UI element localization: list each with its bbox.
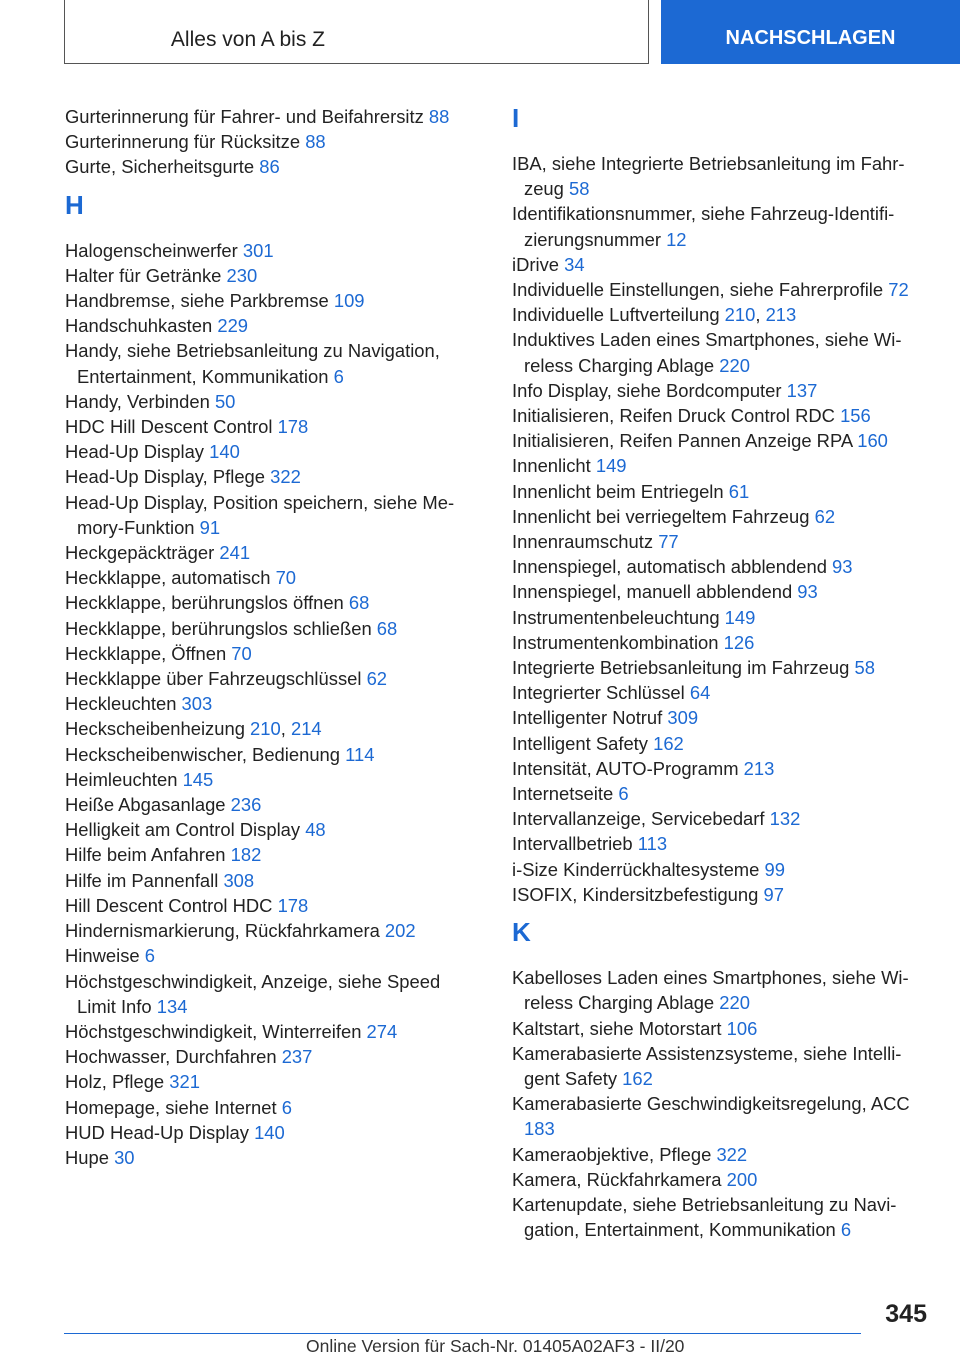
page-link[interactable]: 183 xyxy=(524,1118,555,1140)
index-entry xyxy=(65,439,475,464)
index-entry-term: Individuelle Einstellungen, siehe Fahrerprofile xyxy=(512,279,889,301)
page-link[interactable]: 182 xyxy=(230,844,262,866)
page-link[interactable]: 68 xyxy=(348,592,370,614)
page-link[interactable]: 156 xyxy=(840,405,871,427)
index-entry-term: Integrierte Betriebsanleitung im Fahrzeug xyxy=(512,657,855,679)
page-link[interactable]: 210 xyxy=(250,718,281,740)
page-link[interactable]: 77 xyxy=(658,531,679,553)
index-entry xyxy=(65,464,475,489)
page-link[interactable]: 88 xyxy=(428,106,450,127)
page-link[interactable]: 6 xyxy=(840,1219,852,1241)
index-entry-term: Hochwasser, Durchfahren xyxy=(65,1046,282,1068)
page-link[interactable]: 241 xyxy=(219,542,251,564)
index-entry-term: HDC Hill Descent Control xyxy=(65,416,278,438)
header-section-box xyxy=(64,0,649,64)
page-number: 345 xyxy=(885,1300,927,1328)
index-entry-term: Handbremse, siehe Parkbremse xyxy=(65,290,334,312)
index-entry-term: Hilfe beim Anfahren xyxy=(65,844,231,866)
index-entry-term: Initialisieren, Reifen Druck Control RDC xyxy=(512,405,841,427)
page-link[interactable]: 178 xyxy=(277,416,309,438)
index-entry xyxy=(65,842,475,867)
index-entry xyxy=(65,893,475,918)
page-link[interactable]: 97 xyxy=(763,883,784,905)
page-link[interactable]: 30 xyxy=(114,1146,135,1168)
index-entry xyxy=(65,1095,475,1120)
index-entry xyxy=(65,414,475,439)
index-entry xyxy=(65,129,475,154)
page-link[interactable]: 145 xyxy=(182,768,214,790)
index-entry xyxy=(512,428,932,453)
page-link[interactable]: 162 xyxy=(622,1067,653,1089)
page-link[interactable]: 134 xyxy=(156,995,188,1017)
index-entry xyxy=(512,1091,932,1141)
header-section-title: Alles von A bis Z xyxy=(170,28,325,51)
index-entry-term: Hilfe im Pannenfall xyxy=(65,869,224,891)
page-link[interactable]: 140 xyxy=(209,441,240,463)
index-entry xyxy=(512,554,932,579)
index-entry-term: Hupe xyxy=(65,1146,115,1168)
page-link[interactable]: 178 xyxy=(277,894,309,916)
index-entry-term: Head-Up Display, Pflege xyxy=(65,466,271,488)
index-entry-term: Heckklappe über Fahrzeugschlüssel xyxy=(65,668,367,690)
index-entry-term: Instrumentenbeleuchtung xyxy=(512,606,725,628)
page-link[interactable]: 48 xyxy=(305,819,326,841)
index-entry xyxy=(512,151,932,201)
index-entry-term: i-Size Kinderrückhaltesysteme xyxy=(512,858,765,880)
page-link[interactable]: 237 xyxy=(281,1046,313,1068)
index-entry-term: Intelligent Safety xyxy=(512,732,654,754)
index-entry xyxy=(65,1069,475,1094)
index-entry-term: Heiße Abgasanlage xyxy=(65,794,231,816)
index-entry xyxy=(512,479,932,504)
page-link[interactable]: 220 xyxy=(719,354,750,376)
index-entry-term: Info Display, siehe Bordcomputer xyxy=(512,379,787,401)
index-entry-term: Handy, Verbinden xyxy=(65,390,215,412)
page-link[interactable]: 6 xyxy=(333,365,344,387)
index-letter-heading: H xyxy=(65,189,84,220)
page-link[interactable]: 322 xyxy=(716,1143,748,1165)
page-link[interactable]: 149 xyxy=(595,455,627,477)
page-link[interactable]: 236 xyxy=(230,794,262,816)
page-link[interactable]: 58 xyxy=(854,657,875,679)
index-entry xyxy=(512,965,932,1015)
index-entry-term: Höchstgeschwindigkeit, Winterreifen xyxy=(65,1020,367,1042)
index-entry xyxy=(512,1192,932,1242)
index-entry xyxy=(512,277,932,302)
page-link[interactable]: 113 xyxy=(637,833,668,855)
index-entry xyxy=(65,691,475,716)
footer-divider xyxy=(64,1333,861,1334)
index-entry xyxy=(512,579,932,604)
index-entry xyxy=(512,756,932,781)
index-entry xyxy=(512,327,932,377)
index-entry-term: Identifikationsnummer, siehe Fahrzeug-Identifi‐zierungsnummer xyxy=(512,203,895,250)
page-link[interactable]: 106 xyxy=(726,1017,758,1039)
page-link[interactable]: 34 xyxy=(564,253,585,275)
page-link[interactable]: 321 xyxy=(169,1071,200,1093)
index-column-right xyxy=(512,104,932,1242)
index-entry-term: Kamerabasierte Geschwindigkeitsregelung, ACC xyxy=(512,1093,910,1115)
index-entry xyxy=(512,731,932,756)
index-entry-term: Heckleuchten xyxy=(65,693,182,715)
index-entry xyxy=(512,655,932,680)
index-entry-term: Intensität, AUTO-Programm xyxy=(512,757,744,779)
page-link[interactable]: 213 xyxy=(765,304,797,326)
index-entry-term: Kartenupdate, siehe Betriebsanleitung zu Navi‐gation, Entertainment, Kommunikation xyxy=(512,1193,897,1241)
index-entry-term: Kaltstart, siehe Motorstart xyxy=(512,1017,727,1039)
footer-online-version: Online Version für Sach-Nr. 01405A02AF3 - II/20 xyxy=(306,1336,685,1356)
page-link[interactable]: 140 xyxy=(254,1121,285,1143)
page-link[interactable]: 132 xyxy=(769,808,801,830)
index-entry-term: IBA, siehe Integrierte Betriebsanleitung im Fahr‐zeug xyxy=(512,153,905,200)
index-entry-term: Head-Up Display xyxy=(65,441,210,463)
page-link[interactable]: 202 xyxy=(384,920,416,942)
index-entry xyxy=(65,767,475,792)
page-link[interactable]: 62 xyxy=(814,505,836,527)
index-entry-term: Heimleuchten xyxy=(65,768,183,790)
header-chapter-tab[interactable] xyxy=(661,0,960,64)
index-entry-term: Gurterinnerung für Fahrer- und Beifahrersitz xyxy=(65,106,429,127)
page-link[interactable]: 301 xyxy=(242,239,274,261)
page-link[interactable]: 137 xyxy=(786,379,818,401)
index-entry-term: Heckklappe, Öffnen xyxy=(65,642,232,664)
page-link[interactable]: 214 xyxy=(290,718,322,740)
page-link[interactable]: 210 xyxy=(724,304,756,326)
index-entry xyxy=(65,590,475,615)
index-entry xyxy=(65,969,475,1019)
index-entry xyxy=(65,490,475,540)
index-entry-term: ISOFIX, Kindersitzbefestigung xyxy=(512,883,764,905)
index-entry-term: Heckklappe, berührungslos schließen xyxy=(65,617,377,639)
page-link[interactable]: 70 xyxy=(275,567,297,589)
index-entry xyxy=(65,154,475,179)
index-entry-term: Handy, siehe Betriebsanleitung zu Navigation, Entertainment, Kommunikation xyxy=(65,340,440,387)
index-entry xyxy=(512,630,932,655)
index-entry xyxy=(65,868,475,893)
index-entry-term: Gurte, Sicherheitsgurte xyxy=(65,156,260,178)
index-entry: Heckscheibenheizung 210, 214 xyxy=(65,718,322,740)
index-entry xyxy=(512,1041,932,1091)
page-link[interactable]: 50 xyxy=(214,390,236,412)
index-entry-term: Heckgepäckträger xyxy=(65,542,220,564)
index-entry-term: iDrive xyxy=(512,253,565,275)
index-entry xyxy=(65,792,475,817)
index-entry-term: HUD Head-Up Display xyxy=(65,1121,255,1143)
index-entry xyxy=(65,742,475,767)
page-link[interactable]: 6 xyxy=(144,945,155,967)
page-link[interactable]: 200 xyxy=(726,1168,758,1190)
index-entry xyxy=(512,504,932,529)
index-entry xyxy=(65,1145,475,1170)
index-entry xyxy=(512,1016,932,1041)
index-entry-term: Heckklappe, berührungslos öffnen xyxy=(65,592,349,614)
index-entry-term: Heckscheibenheizung xyxy=(65,718,251,740)
index-entry xyxy=(65,338,475,388)
index-entry xyxy=(512,201,932,251)
index-entry xyxy=(65,1044,475,1069)
index-entry xyxy=(65,666,475,691)
index-entry-term: Kameraobjektive, Pflege xyxy=(512,1143,717,1165)
page-link[interactable]: 114 xyxy=(345,743,375,765)
index-entry-term: Innenlicht beim Entriegeln xyxy=(512,480,729,502)
page-link[interactable]: 86 xyxy=(259,156,280,178)
index-entry-term: Heckklappe, automatisch xyxy=(65,567,276,589)
index-entry xyxy=(65,540,475,565)
page-link[interactable]: 91 xyxy=(199,516,221,538)
index-entry xyxy=(65,641,475,666)
index-entry-term: Innenlicht xyxy=(512,455,596,477)
index-entry-term: Kamera, Rückfahrkamera xyxy=(512,1168,727,1190)
index-entry xyxy=(65,943,475,968)
index-entry xyxy=(512,705,932,730)
index-entry-term: Innenspiegel, automatisch abblendend xyxy=(512,556,833,578)
index-entry-term: Helligkeit am Control Display xyxy=(65,819,306,841)
index-entry xyxy=(65,288,475,313)
index-entry-term: Hinweise xyxy=(65,945,145,967)
page-link[interactable]: 213 xyxy=(743,757,775,779)
index-entry xyxy=(65,104,475,129)
index-entry-term: Holz, Pflege xyxy=(65,1071,170,1093)
index-entry-term: Hill Descent Control HDC xyxy=(65,894,278,916)
page-link[interactable]: 62 xyxy=(366,668,388,690)
index-entry-term: Hindernismarkierung, Rückfahrkamera xyxy=(65,920,385,942)
header-chapter-label: NACHSCHLAGEN xyxy=(725,26,896,49)
index-entry-term: Kabelloses Laden eines Smartphones, siehe Wi‐reless Charging Ablage xyxy=(512,967,909,1014)
index-entry xyxy=(512,252,932,277)
index-entry xyxy=(65,817,475,842)
index-entry xyxy=(65,616,475,641)
index-entry: Individuelle Luftverteilung 210, 213 xyxy=(512,304,797,326)
index-entry xyxy=(65,1120,475,1145)
index-letter-heading: K xyxy=(512,917,531,948)
page-link[interactable]: 6 xyxy=(618,783,629,805)
index-entry-term: Handschuhkasten xyxy=(65,315,218,337)
index-entry-term: Heckscheibenwischer, Bedienung xyxy=(65,743,346,765)
index-entry-term: Halter für Getränke xyxy=(65,264,227,286)
index-entry-term: Innenlicht bei verriegeltem Fahrzeug xyxy=(512,505,815,527)
page-link[interactable]: 93 xyxy=(832,556,853,578)
index-entry-term: Innenspiegel, manuell abblendend xyxy=(512,581,798,603)
index-entry-term: Integrierter Schlüssel xyxy=(512,682,690,704)
index-entry-term: Instrumentenkombination xyxy=(512,631,724,653)
index-entry-term: Intervallbetrieb xyxy=(512,833,638,855)
index-entry-term: Intelligenter Notruf xyxy=(512,707,668,729)
index-entry-term: Internetseite xyxy=(512,783,619,805)
index-entry xyxy=(512,529,932,554)
index-entry xyxy=(65,313,475,338)
page-link[interactable]: 220 xyxy=(719,992,750,1014)
index-entry xyxy=(65,263,475,288)
index-entry xyxy=(512,806,932,831)
page-link[interactable]: 70 xyxy=(231,642,252,664)
index-entry xyxy=(512,453,932,478)
index-entry xyxy=(65,389,475,414)
index-entry-term: Höchstgeschwindigkeit, Anzeige, siehe Speed Limit Info xyxy=(65,970,441,1017)
page-link[interactable]: 6 xyxy=(281,1096,292,1118)
page-link[interactable]: 162 xyxy=(653,732,684,754)
page-link[interactable]: 12 xyxy=(666,228,687,250)
index-entry-term: Innenraumschutz xyxy=(512,531,659,553)
index-entry-term: Intervallanzeige, Servicebedarf xyxy=(512,808,770,830)
index-entry-term: Halogenscheinwerfer xyxy=(65,239,243,261)
page-link[interactable]: 64 xyxy=(689,682,711,704)
index-entry xyxy=(512,857,932,882)
index-entry xyxy=(512,781,932,806)
page-link[interactable]: 149 xyxy=(724,606,756,628)
index-entry-term: Homepage, siehe Internet xyxy=(65,1096,282,1118)
index-entry xyxy=(512,1167,932,1192)
index-entry xyxy=(65,1019,475,1044)
page-link[interactable]: 274 xyxy=(366,1020,398,1042)
page-link[interactable]: 61 xyxy=(728,480,750,502)
page-link[interactable]: 230 xyxy=(226,264,258,286)
page-link[interactable]: 68 xyxy=(376,617,398,639)
index-entry-term: Gurterinnerung für Rücksitze xyxy=(65,131,306,153)
index-entry xyxy=(512,882,932,907)
page-link[interactable]: 99 xyxy=(764,858,785,880)
page-link[interactable]: 309 xyxy=(667,707,699,729)
page-link[interactable]: 229 xyxy=(217,315,249,337)
index-entry xyxy=(512,403,932,428)
index-entry-term: Head-Up Display, Position speichern, siehe Me‐mory-Funktion xyxy=(65,491,455,538)
index-entry xyxy=(512,605,932,630)
index-entry xyxy=(65,565,475,590)
index-entry xyxy=(65,238,475,263)
index-entry xyxy=(512,378,932,403)
page-link[interactable]: 322 xyxy=(270,466,301,488)
index-entry xyxy=(512,1142,932,1167)
index-entry xyxy=(65,918,475,943)
page-link[interactable]: 308 xyxy=(223,869,255,891)
page-link[interactable]: 72 xyxy=(888,279,909,301)
index-entry-term: Individuelle Luftverteilung xyxy=(512,304,725,326)
page-link[interactable]: 109 xyxy=(333,290,365,312)
page-link[interactable]: 93 xyxy=(797,581,818,603)
index-entry xyxy=(512,831,932,856)
index-entry-term: Induktives Laden eines Smartphones, siehe Wi‐reless Charging Ablage xyxy=(512,329,902,376)
page-link[interactable]: 160 xyxy=(857,430,888,452)
index-letter-heading: I xyxy=(512,103,520,133)
index-column-left xyxy=(65,104,475,1170)
page-link[interactable]: 303 xyxy=(181,693,213,715)
page-link[interactable]: 88 xyxy=(305,131,326,153)
index-entry-term: Kamerabasierte Assistenzsysteme, siehe Intelli‐gent Safety xyxy=(512,1042,902,1089)
page-link[interactable]: 58 xyxy=(569,178,590,200)
page-link[interactable]: 126 xyxy=(723,631,755,653)
index-entry xyxy=(512,680,932,705)
index-entry-term: Initialisieren, Reifen Pannen Anzeige RPA xyxy=(512,430,858,452)
